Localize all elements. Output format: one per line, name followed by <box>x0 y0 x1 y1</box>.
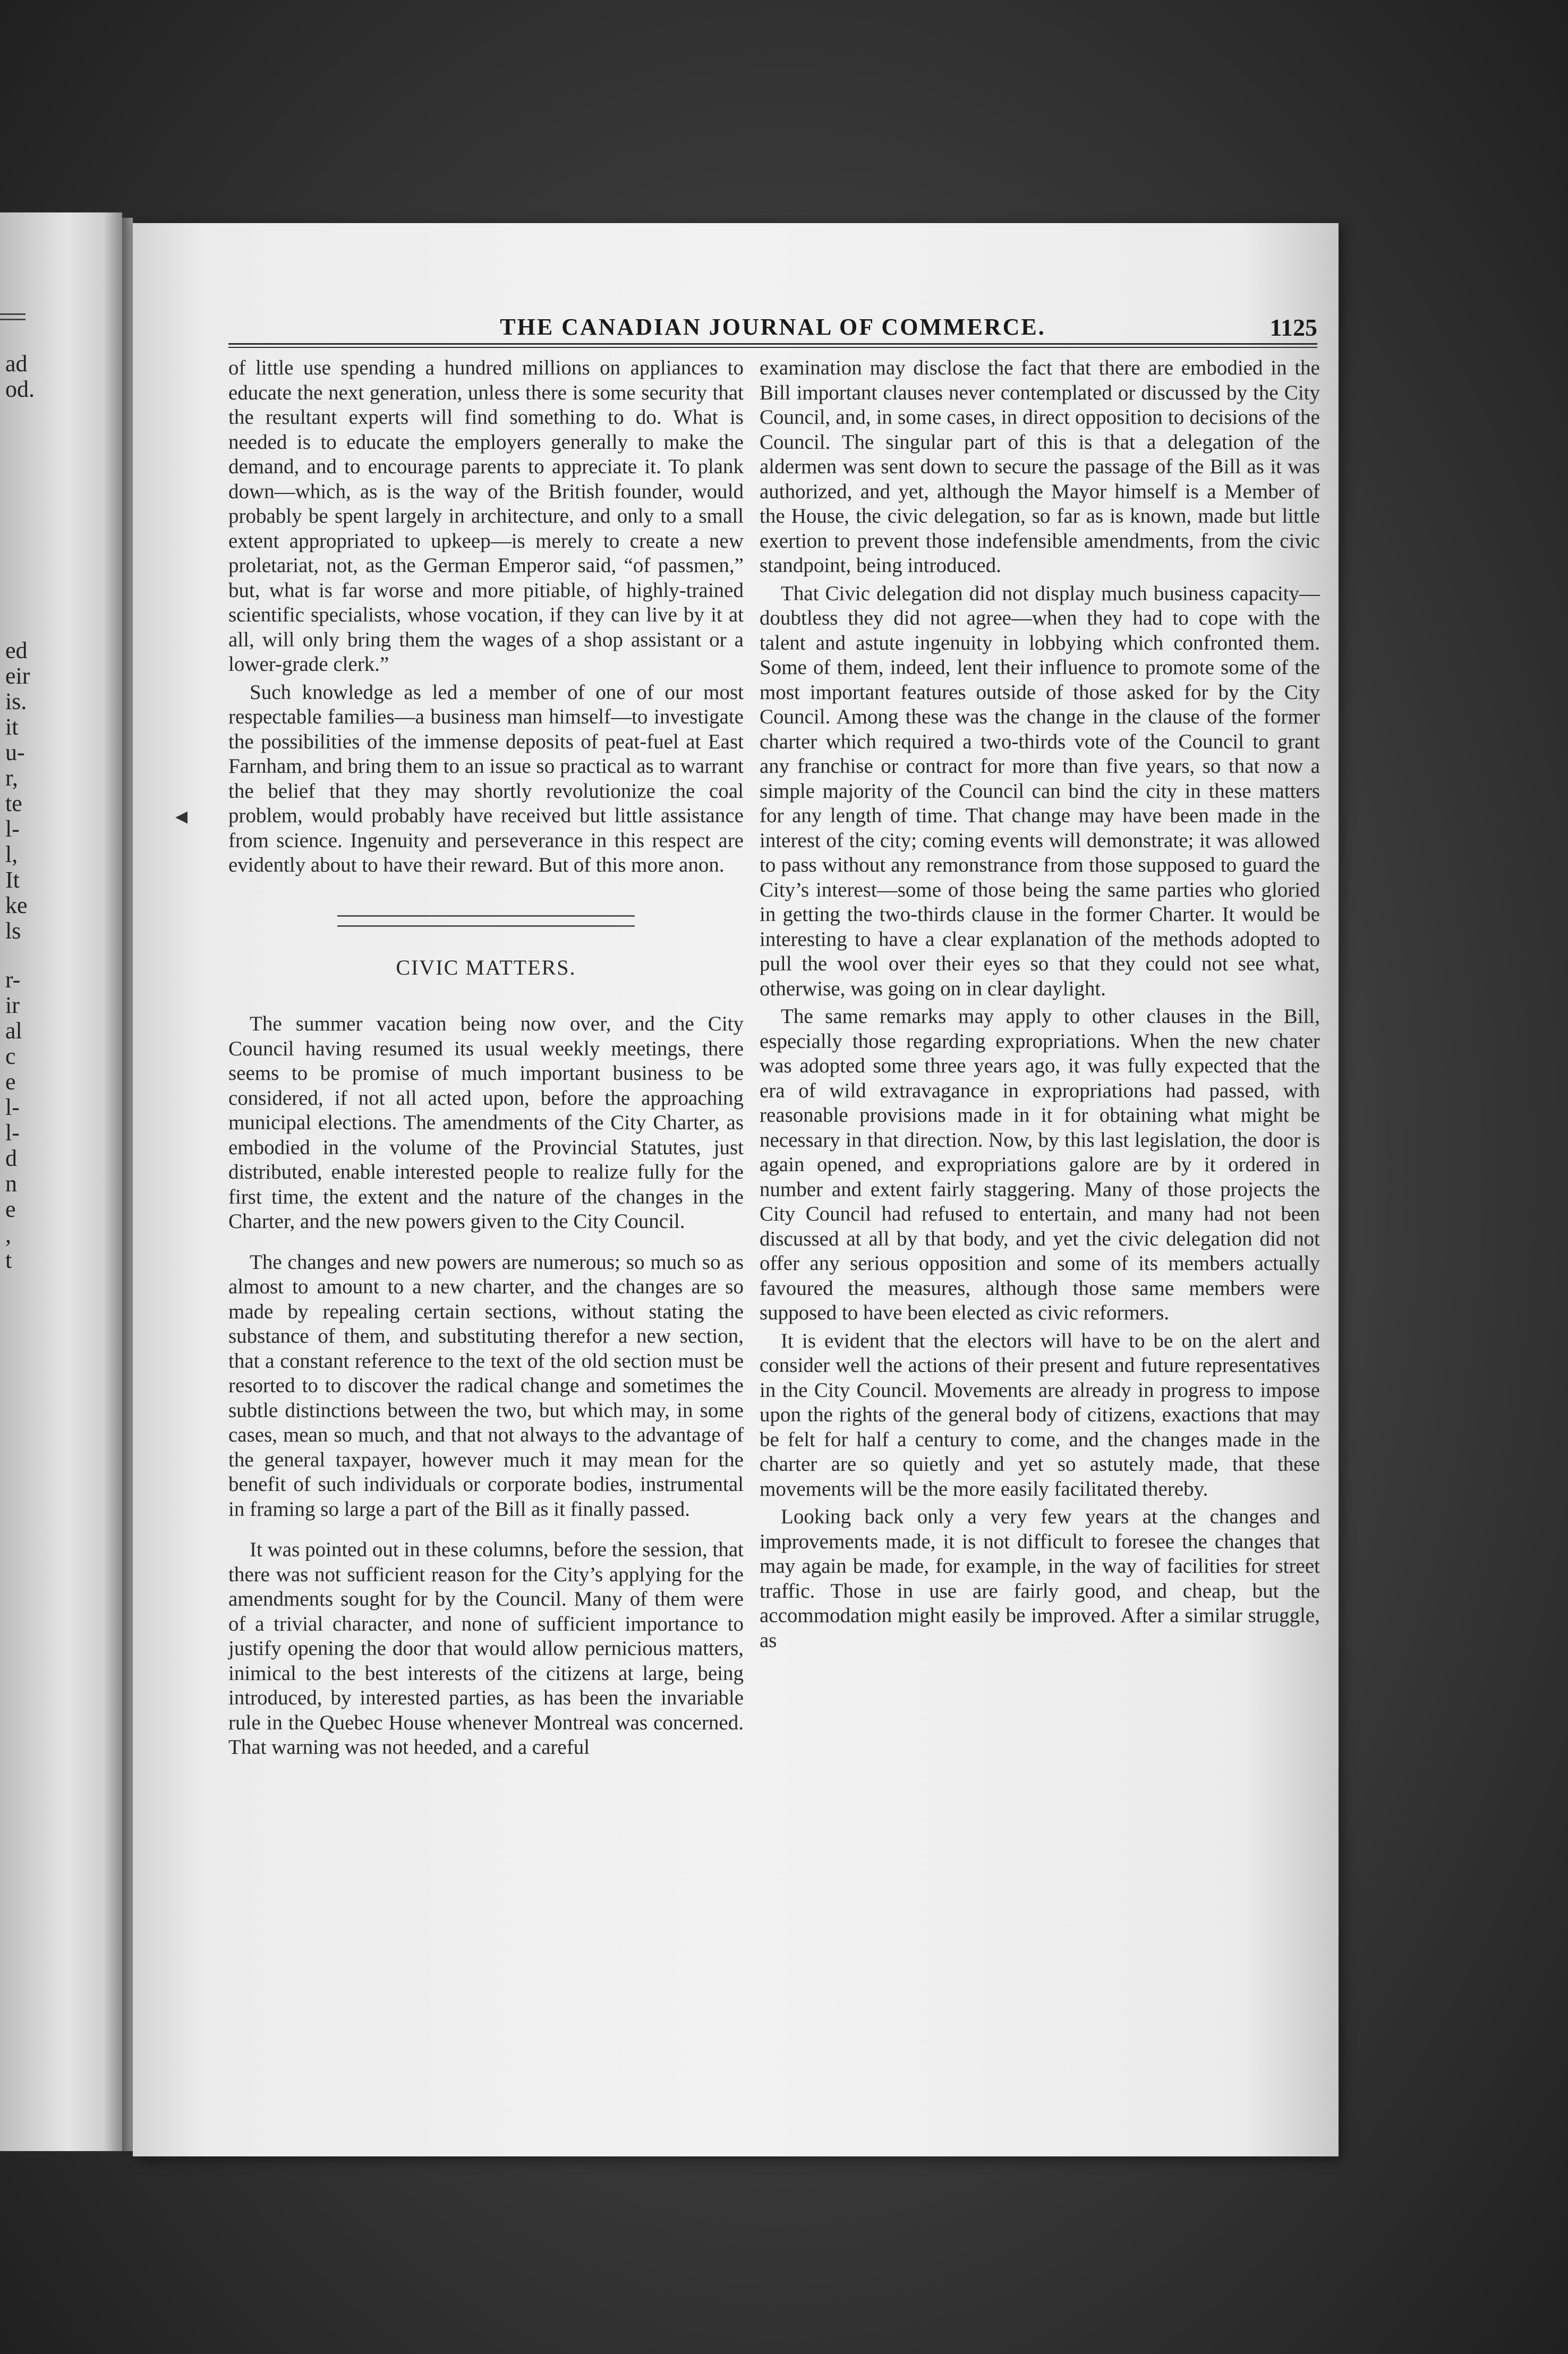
right-column <box>760 356 1320 1653</box>
facing-page-fragment: te <box>5 790 22 816</box>
facing-page-fragment: e <box>5 1196 16 1222</box>
left-column <box>228 356 744 1760</box>
facing-page-fragment: t <box>5 1247 12 1273</box>
facing-page-fragment: ke <box>5 892 28 918</box>
facing-page-fragment: u- <box>5 739 25 765</box>
facing-page-fragment: l- <box>5 1120 20 1146</box>
facing-page-fragment: r, <box>5 765 18 791</box>
facing-page-fragment: e <box>5 1069 16 1095</box>
header-rule <box>228 343 1317 345</box>
journal-page <box>133 223 1339 2156</box>
facing-page-fragment: It <box>5 867 20 893</box>
paragraph: Looking back only a very few years at the changes and improvements made, it is not difficult to foresee the changes that may again be made, for example, in the way of facilities for street traffic. Those in use are fairly good, and cheap, but the accommodation might easily be improved. After a similar struggle, as <box>760 1505 1320 1652</box>
facing-page-fragment: is. <box>5 688 27 714</box>
facing-page-fragment: , <box>5 1222 11 1248</box>
paragraph: It is evident that the electors will have to be on the alert and consider well the actions of their present and future representatives in the City Council. Movements are already in progress to impose upon the rights of the general body of citizens, exactions that may be felt for half a century to come, and the changes made in the charter are so quietly and yet so astutely made, that these movements will be the more easily facilitated thereby. <box>760 1329 1320 1500</box>
paragraph: examination may disclose the fact that there are embodied in the Bill important clauses never contemplated or discussed by the City Council, and, in some cases, in direct opposition to decisions of the Council. The singular part of this is that a delegation of the aldermen was sent down to secure the passage of the Bill as it was authorized, and yet, although the Mayor himself is a Member of the House, the civic delegation, so far as is known, made but little exertion to prevent those indefensible amendments, from the civic standpoint, being introduced. <box>760 356 1320 577</box>
page-gutter <box>122 218 133 2151</box>
paragraph: That Civic delegation did not display much business capacity—doubtless they did not agree—when they had to cope with the talent and astute ingenuity in lobbying which confronted them. Some of them, indeed, lent their influence to promote some of the most important features outside of those asked for by the City Council. Among these was the change in the clause of the former charter which required a two-thirds vote of the Council to grant any franchise or contract for more than five years, so that now a simple majority of the Council can bind the city in these matters for any length of time. That change may have been made in the interest of the city; coming events will demonstrate; it was allowed to pass without any remonstrance from those supposed to guard the City’s interest—some of those being the same parties who gloried in getting the two-thirds clause in the former Charter. It would be interesting to have a clear explanation of the methods adopted to pull the wool over their eyes so that they could not see what, otherwise, was going on in clear daylight. <box>760 582 1320 1000</box>
facing-page-fragment: r- <box>5 967 21 993</box>
running-head <box>228 313 1317 345</box>
section-divider <box>337 915 635 927</box>
facing-page-fragment: ed <box>5 637 28 663</box>
facing-page-fragment: od. <box>5 376 35 402</box>
paragraph: Such knowledge as led a member of one of our most respectable families—a business man himself—to investigate the possibilities of the immense deposits of peat-fuel at East Farnham, and bring them to an issue so practical as to warrant the belief that they may shortly revolutionize the coal problem, would probably have received but little assistance from science. Ingenuity and perseverance in this respect are evidently about to have their reward. But of this more anon. <box>228 680 744 876</box>
paragraph: The changes and new powers are numerous; so much so as almost to amount to a new charter, and the changes are so made by repealing certain sections, without stating the substance of them, and substituting therefor a new section, that a constant reference to the text of the old section must be resorted to to discover the radical change and sometimes the subtle distinctions between the two, but which may, in some cases, mean so much, and that not always to the advantage of the general taxpayer, however much it may mean for the benefit of such individuals or corporate bodies, instrumental in framing so large a part of the Bill as it finally passed. <box>228 1250 744 1521</box>
facing-page-fragment: n <box>5 1171 17 1197</box>
facing-page-fragment: al <box>5 1018 22 1044</box>
paragraph: The same remarks may apply to other clauses in the Bill, especially those regarding expropriations. When the new chater was adopted some three years ago, it was fully expected that the era of wild extravagance in expropriations had passed, with reasonable provisions made in it for obtaining what might be necessary in that direction. Now, by this last legislation, the door is again opened, and expropriations galore are by it ordered in number and extent fairly staggering. Many of those projects the City Council had refused to entertain, and many had not been discussed at all by that body, and yet the civic delegation did not offer any serious opposition and some of its members actually favoured the measures, although those same members were supposed to have been elected as civic reformers. <box>760 1005 1320 1324</box>
facing-page-edge <box>0 212 122 2151</box>
facing-page-fragment: it <box>5 714 19 740</box>
journal-title: THE CANADIAN JOURNAL OF COMMERCE. <box>500 314 1046 340</box>
section-heading: CIVIC MATTERS. <box>396 955 576 979</box>
paragraph: It was pointed out in these columns, before the session, that there was not sufficient reason for the City’s applying for the amendments sought for by the Council. Many of them were of a trivial character, and none of sufficient importance to justify opening the door that would allow pernicious matters, inimical to the best interests of the citizens at large, being introduced, by interested parties, as has been the invariable rule in the Quebec House whenever Montreal was concerned. That warning was not heeded, and a careful <box>228 1538 744 1759</box>
paragraph: The summer vacation being now over, and the City Council having resumed its usual weekly meetings, there seems to be promise of much important business to be considered, if not all acted upon, before the approaching municipal elections. The amendments of the City Charter, as embodied in the volume of the Provincial Statutes, just distributed, enable interested people to realize fully for the first time, the extent and the nature of the changes in the Charter, and the new powers given to the City Council. <box>228 1012 744 1233</box>
facing-page-fragment: l- <box>5 1094 20 1120</box>
facing-page-fragment: d <box>5 1145 17 1171</box>
margin-mark-icon: ◀ <box>175 808 188 825</box>
page-number: 1125 <box>1269 314 1317 341</box>
paragraph: of little use spending a hundred millions on appliances to educate the next generation, unless there is some security that the resultant experts will find something to do. What is needed is to educate the employers generally to make the demand, and to encourage parents to appreciate it. To plank down—which, as is the way of the British founder, would probably be spent largely in architecture, and only to a small extent appropriated to upkeep—is merely to create a new proletariat, not, as the German Emperor said, “of passmen,” but, what is far worse and more pitiable, of highly-trained scientific specialists, whose vocation, if they can live by it at all, will only bring them the wages of a shop assistant or a lower-grade clerk.” <box>228 356 744 676</box>
facing-page-fragment: l, <box>5 841 18 867</box>
facing-page-fragment: ad <box>5 351 28 377</box>
header-rule <box>228 347 1317 348</box>
facing-page-fragment: ir <box>5 992 20 1018</box>
facing-page-rule <box>0 319 25 320</box>
facing-page-fragment: ls <box>5 918 21 944</box>
facing-page-fragment: l- <box>5 816 20 842</box>
facing-page-fragment: eir <box>5 663 30 689</box>
facing-page-fragment: c <box>5 1043 16 1069</box>
facing-page-rule <box>0 313 25 315</box>
